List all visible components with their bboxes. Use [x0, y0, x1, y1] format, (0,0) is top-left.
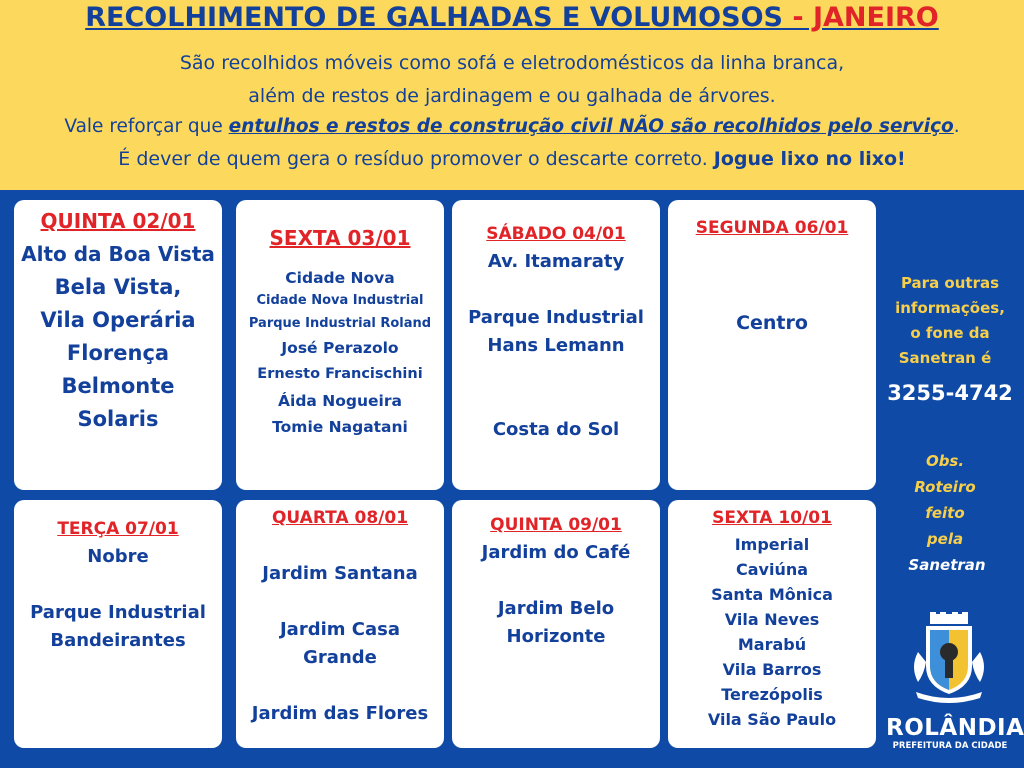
- info-line: o fone da: [910, 324, 990, 342]
- phone-number: 3255-4742: [887, 381, 1013, 405]
- info-line: Para outras: [900, 274, 1000, 292]
- neighborhood-item: Bela Vista,: [54, 275, 182, 299]
- intro-line-3-post: .: [953, 116, 960, 137]
- card-day-label: SEXTA 03/01: [269, 226, 411, 250]
- obs-line: Roteiro: [914, 478, 976, 496]
- neighborhood-item: Ernesto Francischini: [257, 366, 423, 382]
- neighborhood-item: Jardim Santana: [262, 563, 418, 584]
- intro-line-1: São recolhidos móveis como sofá e eletrodomésticos da linha branca,: [179, 52, 845, 74]
- city-crest-icon: [910, 612, 988, 704]
- page-title: [0, 2, 1024, 33]
- title-main: RECOLHIMENTO DE GALHADAS E VOLUMOSOS: [85, 2, 783, 33]
- schedule-card-sexta-03: [236, 200, 444, 490]
- neighborhood-item: Grande: [303, 647, 377, 668]
- intro-line-4-pre: É dever de quem gera o resíduo promover o descarte correto.: [118, 148, 714, 170]
- title-month: - JANEIRO: [782, 2, 939, 33]
- neighborhood-item: Imperial: [734, 535, 810, 554]
- neighborhood-item: Santa Mônica: [711, 585, 833, 604]
- neighborhood-item: Florença: [66, 341, 170, 365]
- card-day-label: SEGUNDA 06/01: [695, 218, 849, 238]
- neighborhood-item: Cidade Nova: [285, 269, 395, 287]
- neighborhood-item: Caviúna: [735, 560, 809, 579]
- card-day-label: TERÇA 07/01: [57, 519, 179, 539]
- card-day-label: SEXTA 10/01: [712, 508, 832, 528]
- neighborhood-item: Alto da Boa Vista: [21, 242, 215, 266]
- obs-line: Obs.: [925, 452, 965, 470]
- schedule-card-quinta-09: [452, 500, 660, 748]
- obs-line-sanetran: Sanetran: [908, 556, 986, 574]
- neighborhood-item: Belmonte: [61, 374, 175, 398]
- schedule-card-sabado-04: [452, 200, 660, 490]
- neighborhood-item: Jardim das Flores: [251, 703, 429, 724]
- info-line: Sanetran é: [898, 349, 992, 367]
- neighborhood-item: Tomie Nagatani: [272, 418, 408, 436]
- schedule-card-quarta-08: [236, 500, 444, 748]
- info-line: informações,: [895, 299, 1005, 317]
- neighborhood-item: Vila Operária: [40, 308, 196, 332]
- card-day-label: QUINTA 09/01: [490, 515, 622, 535]
- city-logo-name: ROLÂNDIA: [886, 715, 1024, 741]
- intro-line-4: [0, 148, 1024, 170]
- neighborhood-item: Nobre: [87, 546, 149, 567]
- neighborhood-item: Vila Neves: [724, 610, 820, 629]
- neighborhood-item: Bandeirantes: [50, 630, 186, 651]
- neighborhood-item: Parque Industrial Roland: [248, 316, 432, 331]
- neighborhood-item: Costa do Sol: [492, 419, 620, 440]
- header-banner: [0, 0, 1024, 190]
- neighborhood-item: Horizonte: [506, 626, 606, 647]
- neighborhood-item: Vila São Paulo: [707, 710, 837, 729]
- schedule-card-terca-07: [14, 500, 222, 748]
- schedule-card-quinta-02: [14, 200, 222, 490]
- neighborhood-item: José Perazolo: [281, 339, 399, 357]
- neighborhood-item: Jardim Casa: [279, 619, 400, 640]
- intro-line-3: [0, 116, 1024, 137]
- schedule-card-segunda-06: [668, 200, 876, 490]
- neighborhood-item: Parque Industrial: [468, 307, 644, 328]
- intro-line-3-emphasis: entulhos e restos de construção civil NÃO são recolhidos pelo serviço: [228, 116, 954, 137]
- intro-line-3-pre: Vale reforçar que: [64, 116, 229, 137]
- neighborhood-item: Jardim do Café: [481, 542, 631, 563]
- obs-line: pela: [926, 530, 964, 548]
- neighborhood-item: Hans Lemann: [487, 335, 625, 356]
- neighborhood-item: Vila Barros: [722, 660, 822, 679]
- city-logo-subtitle: PREFEITURA DA CIDADE: [892, 741, 1008, 751]
- intro-line-2: além de restos de jardinagem e ou galhada de árvores.: [248, 85, 776, 107]
- obs-line: feito: [925, 504, 965, 522]
- neighborhood-item: Cidade Nova Industrial: [256, 293, 424, 308]
- card-day-label: QUARTA 08/01: [271, 508, 409, 528]
- neighborhood-item: Jardim Belo: [497, 598, 615, 619]
- card-day-label: SÁBADO 04/01: [486, 224, 626, 244]
- neighborhood-item: Marabú: [737, 635, 807, 654]
- neighborhood-item: Solaris: [77, 407, 159, 431]
- neighborhood-item: Av. Itamaraty: [487, 251, 625, 272]
- intro-line-4-bold: Jogue lixo no lixo!: [713, 148, 906, 170]
- schedule-card-sexta-10: [668, 500, 876, 748]
- neighborhood-item: Terezópolis: [721, 685, 823, 704]
- neighborhood-item: Áida Nogueira: [278, 392, 402, 410]
- card-day-label: QUINTA 02/01: [40, 209, 196, 233]
- neighborhood-item: Centro: [736, 312, 808, 334]
- neighborhood-item: Parque Industrial: [30, 602, 206, 623]
